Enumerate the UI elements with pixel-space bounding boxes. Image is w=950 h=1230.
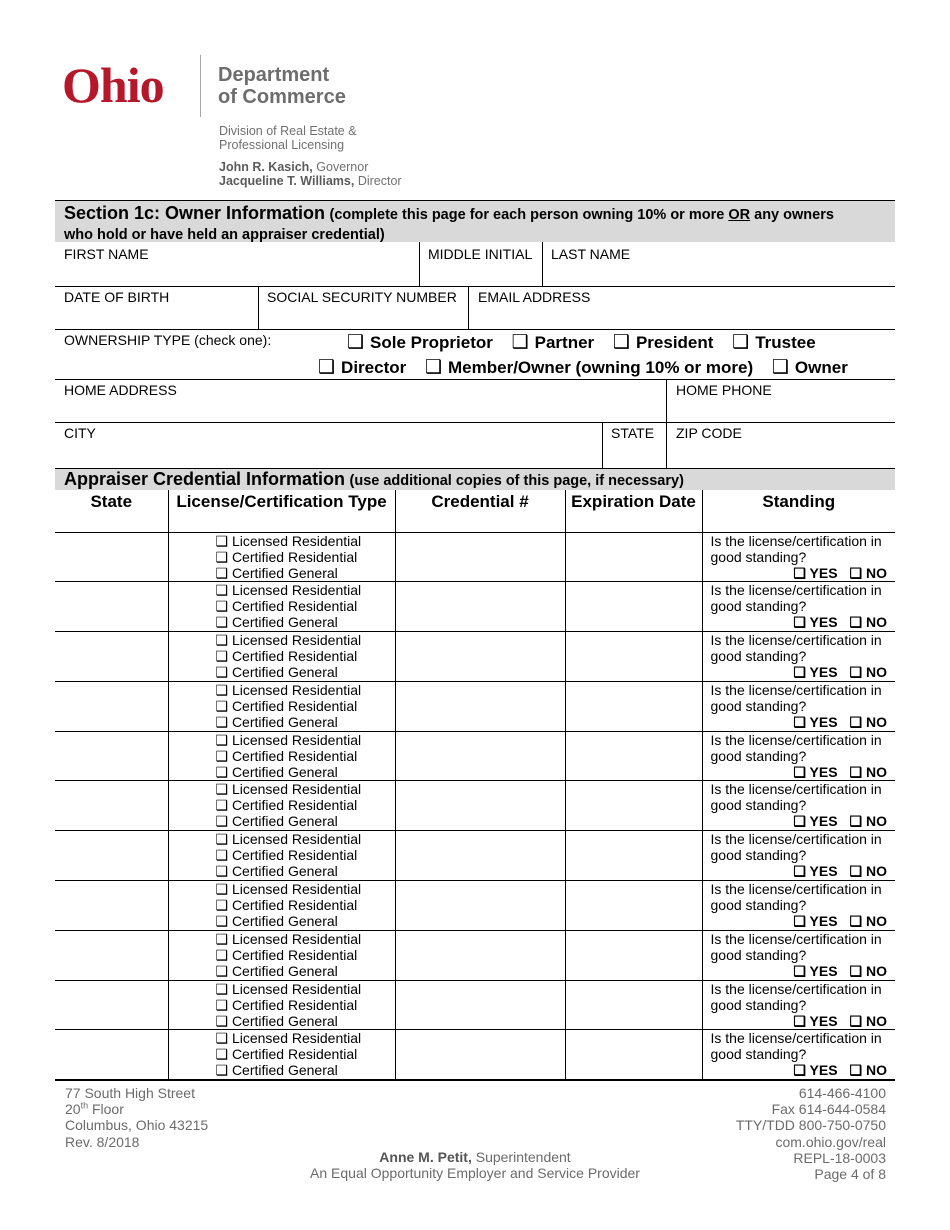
licensed-residential-checkbox[interactable]: ❑ Licensed Residential — [215, 532, 362, 549]
expiration-date-cell[interactable] — [565, 881, 702, 931]
standing-question: Is the license/certification in good standing? — [710, 532, 882, 565]
no-checkbox[interactable]: ❑ NO — [849, 763, 887, 780]
state-cell[interactable] — [55, 731, 168, 781]
footer-contact: 614-466-4100 Fax 614-644-0584 TTY/TDD 800-750-0750 com.ohio.gov/real REPL-18-0003 Page 4 of 8 — [735, 1085, 886, 1183]
standing-question: Is the license/certification in good standing? — [710, 781, 882, 814]
ownership-director[interactable]: ❑ Director — [318, 357, 407, 378]
officials — [219, 160, 402, 188]
yes-checkbox[interactable]: ❑ YES — [793, 664, 838, 681]
credential-number-cell[interactable] — [395, 930, 565, 980]
form-id: REPL-18-0003 — [793, 1149, 886, 1166]
ownership-president[interactable]: ❑ President — [612, 332, 714, 353]
certified-residential-checkbox[interactable]: ❑ Certified Residential — [215, 996, 358, 1013]
yes-checkbox[interactable]: ❑ YES — [793, 713, 838, 730]
certified-general-checkbox[interactable]: ❑ Certified General — [215, 813, 338, 830]
certified-general-checkbox[interactable]: ❑ Certified General — [215, 913, 338, 930]
certified-residential-checkbox[interactable]: ❑ Certified Residential — [215, 747, 358, 764]
licensed-residential-checkbox[interactable]: ❑ Licensed Residential — [215, 731, 362, 748]
yes-checkbox[interactable]: ❑ YES — [793, 863, 838, 880]
certified-general-checkbox[interactable]: ❑ Certified General — [215, 1012, 338, 1029]
certified-general-checkbox[interactable]: ❑ Certified General — [215, 1062, 338, 1079]
ownership-trustee[interactable]: ❑ Trustee — [732, 332, 816, 353]
type-cell — [168, 532, 395, 582]
no-checkbox[interactable]: ❑ NO — [849, 713, 887, 730]
no-checkbox[interactable]: ❑ NO — [849, 564, 887, 581]
expiration-date-cell[interactable] — [565, 681, 702, 731]
ownership-owner[interactable]: ❑ Owner — [771, 357, 848, 378]
standing-cell — [702, 582, 895, 632]
type-cell — [168, 831, 395, 881]
type-cell — [168, 930, 395, 980]
city-field[interactable]: CITY — [64, 425, 96, 441]
standing-cell — [702, 881, 895, 931]
yes-checkbox[interactable]: ❑ YES — [793, 962, 838, 979]
division-name: Division of Real Estate & Professional Licensing — [219, 124, 357, 152]
credential-number-cell[interactable] — [395, 582, 565, 632]
type-cell — [168, 1030, 395, 1080]
owner-section-title: Section 1c: Owner Information — [64, 203, 326, 223]
type-cell — [168, 980, 395, 1030]
standing-question: Is the license/certification in good standing? — [710, 681, 882, 714]
ownership-partner[interactable]: ❑ Partner — [511, 332, 595, 353]
standing-cell — [702, 930, 895, 980]
type-cell — [168, 731, 395, 781]
standing-cell — [702, 831, 895, 881]
credential-row — [55, 831, 895, 881]
director-line: Jacqueline T. Williams, Director — [219, 174, 402, 188]
state-cell[interactable] — [55, 930, 168, 980]
yes-checkbox[interactable]: ❑ YES — [793, 564, 838, 581]
standing-question: Is the license/certification in good standing? — [710, 930, 882, 963]
footer-center: Anne M. Petit, Superintendent An Equal Opportunity Employer and Service Provider — [310, 1149, 640, 1181]
certified-general-checkbox[interactable]: ❑ Certified General — [215, 763, 338, 780]
certified-general-checkbox[interactable]: ❑ Certified General — [215, 614, 338, 631]
credential-section-title: Appraiser Credential Information — [64, 469, 346, 489]
state-cell[interactable] — [55, 632, 168, 682]
credential-table-header — [55, 490, 895, 532]
credential-table — [55, 490, 895, 1081]
first-name-field[interactable]: FIRST NAME — [64, 246, 149, 262]
state-cell[interactable] — [55, 881, 168, 931]
yes-checkbox[interactable]: ❑ YES — [793, 1012, 838, 1029]
no-checkbox[interactable]: ❑ NO — [849, 1062, 887, 1079]
standing-cell — [702, 1030, 895, 1080]
credential-row — [55, 532, 895, 582]
standing-cell — [702, 781, 895, 831]
certified-general-checkbox[interactable]: ❑ Certified General — [215, 962, 338, 979]
yes-checkbox[interactable]: ❑ YES — [793, 913, 838, 930]
checkbox-icon: ❑ — [318, 357, 336, 378]
standing-cell — [702, 980, 895, 1030]
no-checkbox[interactable]: ❑ NO — [849, 913, 887, 930]
expiration-date-cell[interactable] — [565, 980, 702, 1030]
credential-number-cell[interactable] — [395, 731, 565, 781]
expiration-date-cell[interactable] — [565, 731, 702, 781]
checkbox-icon: ❑ — [347, 332, 365, 353]
ownership-member-owner[interactable]: ❑ Member/Owner (owning 10% or more) — [424, 357, 754, 378]
no-checkbox[interactable]: ❑ NO — [849, 1012, 887, 1029]
credential-row — [55, 632, 895, 682]
certified-residential-checkbox[interactable]: ❑ Certified Residential — [215, 1046, 358, 1063]
licensed-residential-checkbox[interactable]: ❑ Licensed Residential — [215, 831, 362, 848]
certified-general-checkbox[interactable]: ❑ Certified General — [215, 664, 338, 681]
state-cell[interactable] — [55, 781, 168, 831]
expiration-date-cell[interactable] — [565, 831, 702, 881]
checkbox-icon: ❑ — [771, 357, 789, 378]
state-cell[interactable] — [55, 532, 168, 582]
credential-number-cell[interactable] — [395, 980, 565, 1030]
standing-cell — [702, 681, 895, 731]
expiration-date-cell[interactable] — [565, 1030, 702, 1080]
licensed-residential-checkbox[interactable]: ❑ Licensed Residential — [215, 781, 362, 798]
standing-question: Is the license/certification in good standing? — [710, 731, 882, 764]
certified-residential-checkbox[interactable]: ❑ Certified Residential — [215, 697, 358, 714]
page-number: Page 4 of 8 — [814, 1166, 886, 1183]
type-cell — [168, 881, 395, 931]
state-cell[interactable] — [55, 831, 168, 881]
credential-row — [55, 781, 895, 831]
zip-code-field[interactable]: ZIP CODE — [676, 425, 742, 441]
ownership-options-row1 — [347, 333, 816, 353]
ownership-type-label: OWNERSHIP TYPE (check one): — [64, 332, 272, 348]
ohio-logo: Ohio — [62, 57, 164, 113]
credential-row — [55, 582, 895, 632]
licensed-residential-checkbox[interactable]: ❑ Licensed Residential — [215, 980, 362, 997]
governor-line: John R. Kasich, Governor — [219, 160, 369, 174]
certified-general-checkbox[interactable]: ❑ Certified General — [215, 564, 338, 581]
col-credential-number: Credential # — [395, 490, 565, 532]
state-field[interactable]: STATE — [611, 425, 655, 441]
footer-website: com.ohio.gov/real — [775, 1133, 886, 1150]
credential-number-cell[interactable] — [395, 1030, 565, 1080]
standing-question: Is the license/certification in good standing? — [710, 582, 882, 615]
type-cell — [168, 681, 395, 731]
expiration-date-cell[interactable] — [565, 582, 702, 632]
licensed-residential-checkbox[interactable]: ❑ Licensed Residential — [215, 632, 362, 649]
credential-number-cell[interactable] — [395, 831, 565, 881]
footer-address: 77 South High Street 20th Floor Columbus, Ohio 43215 Rev. 8/2018 — [65, 1085, 209, 1150]
home-phone-field[interactable]: HOME PHONE — [676, 382, 772, 398]
credential-number-cell[interactable] — [395, 681, 565, 731]
ownership-sole-proprietor[interactable]: ❑ Sole Proprietor — [347, 332, 493, 353]
ssn-field[interactable]: SOCIAL SECURITY NUMBER — [267, 289, 457, 305]
logo-divider — [200, 55, 201, 117]
credential-number-cell[interactable] — [395, 881, 565, 931]
certified-residential-checkbox[interactable]: ❑ Certified Residential — [215, 797, 358, 814]
state-cell[interactable] — [55, 980, 168, 1030]
licensed-residential-checkbox[interactable]: ❑ Licensed Residential — [215, 1030, 362, 1047]
date-of-birth-field[interactable]: DATE OF BIRTH — [64, 289, 170, 305]
type-cell — [168, 582, 395, 632]
ownership-options-row2 — [318, 358, 848, 378]
expiration-date-cell[interactable] — [565, 632, 702, 682]
yes-checkbox[interactable]: ❑ YES — [793, 1062, 838, 1079]
middle-initial-field[interactable]: MIDDLE INITIAL — [428, 246, 533, 262]
yes-checkbox[interactable]: ❑ YES — [793, 813, 838, 830]
owner-section-header: Section 1c: Owner Information (complete this page for each person owning 10% or more OR any owners who hold or have held an appraiser credential) — [55, 200, 895, 242]
col-standing: Standing — [762, 492, 836, 511]
credential-row — [55, 1030, 895, 1080]
credential-row — [55, 881, 895, 931]
certified-residential-checkbox[interactable]: ❑ Certified Residential — [215, 598, 358, 615]
credential-number-cell[interactable] — [395, 532, 565, 582]
col-expiration-date: Expiration Date — [565, 490, 702, 532]
licensed-residential-checkbox[interactable]: ❑ Licensed Residential — [215, 582, 362, 599]
licensed-residential-checkbox[interactable]: ❑ Licensed Residential — [215, 681, 362, 698]
standing-question: Is the license/certification in good standing? — [710, 632, 882, 665]
standing-cell — [702, 731, 895, 781]
last-name-field[interactable]: LAST NAME — [551, 246, 631, 262]
home-address-field[interactable]: HOME ADDRESS — [64, 382, 177, 398]
credential-number-cell[interactable] — [395, 632, 565, 682]
email-field[interactable]: EMAIL ADDRESS — [478, 289, 591, 305]
department-name: Department of Commerce — [218, 64, 346, 108]
no-checkbox[interactable]: ❑ NO — [849, 614, 887, 631]
credential-row — [55, 980, 895, 1030]
checkbox-icon: ❑ — [511, 332, 529, 353]
checkbox-icon: ❑ — [732, 332, 750, 353]
type-cell — [168, 632, 395, 682]
standing-cell — [702, 532, 895, 582]
checkbox-icon: ❑ — [424, 357, 443, 378]
no-checkbox[interactable]: ❑ NO — [849, 962, 887, 979]
yes-checkbox[interactable]: ❑ YES — [793, 614, 838, 631]
standing-question: Is the license/certification in good standing? — [710, 831, 882, 864]
credential-row — [55, 681, 895, 731]
certified-residential-checkbox[interactable]: ❑ Certified Residential — [215, 897, 358, 914]
certified-residential-checkbox[interactable]: ❑ Certified Residential — [215, 648, 358, 665]
state-cell[interactable] — [55, 681, 168, 731]
certified-residential-checkbox[interactable]: ❑ Certified Residential — [215, 548, 358, 565]
certified-general-checkbox[interactable]: ❑ Certified General — [215, 713, 338, 730]
certified-general-checkbox[interactable]: ❑ Certified General — [215, 863, 338, 880]
yes-checkbox[interactable]: ❑ YES — [793, 763, 838, 780]
credential-row — [55, 930, 895, 980]
certified-residential-checkbox[interactable]: ❑ Certified Residential — [215, 946, 358, 963]
certified-residential-checkbox[interactable]: ❑ Certified Residential — [215, 847, 358, 864]
no-checkbox[interactable]: ❑ NO — [849, 863, 887, 880]
expiration-date-cell[interactable] — [565, 930, 702, 980]
col-type: License/Certification Type — [168, 490, 395, 532]
type-cell — [168, 781, 395, 831]
licensed-residential-checkbox[interactable]: ❑ Licensed Residential — [215, 881, 362, 898]
licensed-residential-checkbox[interactable]: ❑ Licensed Residential — [215, 930, 362, 947]
no-checkbox[interactable]: ❑ NO — [849, 813, 887, 830]
standing-question: Is the license/certification in good standing? — [710, 881, 882, 914]
no-checkbox[interactable]: ❑ NO — [849, 664, 887, 681]
state-cell[interactable] — [55, 1030, 168, 1080]
checkbox-icon: ❑ — [612, 332, 630, 353]
standing-question: Is the license/certification in good standing? — [710, 1030, 882, 1063]
expiration-date-cell[interactable] — [565, 532, 702, 582]
standing-cell — [702, 632, 895, 682]
col-state: State — [55, 490, 168, 532]
state-cell[interactable] — [55, 582, 168, 632]
standing-question: Is the license/certification in good standing? — [710, 980, 882, 1013]
credential-section-header: Appraiser Credential Information (use additional copies of this page, if necessary) — [55, 468, 895, 490]
credential-number-cell[interactable] — [395, 781, 565, 831]
credential-row — [55, 731, 895, 781]
expiration-date-cell[interactable] — [565, 781, 702, 831]
